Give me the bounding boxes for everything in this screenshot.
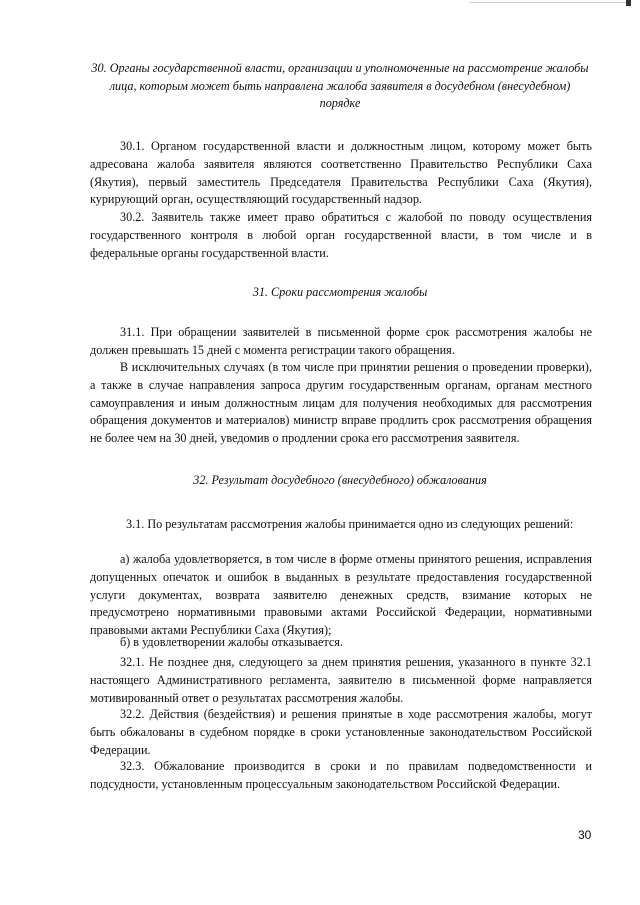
paragraph-30-1: 30.1. Органом государственной власти и должностным лицом, которому может быть адресована жалоба заявителя являются соответственно Правительство Республики Саха (Якутия), первый заместитель Председателя Правительства Республики Саха (Якутия), курирующий орган, осуществляющий государственный надзор. — [90, 139, 592, 207]
section-30-heading: 30. Органы государственной власти, организации и уполномоченные на рассмотрение жалобы лица, которым может быть направлена жалоба заявителя в досудебном (внесудебном) порядке — [91, 61, 589, 110]
section-32-heading: 32. Результат досудебного (внесудебного) обжалования — [193, 473, 487, 487]
scan-mark — [626, 0, 631, 6]
paragraph-3-1: 3.1. По результатам рассмотрения жалобы принимается одно из следующих решений: — [126, 517, 574, 531]
page-number: 30 — [578, 828, 592, 842]
paragraph-31-1: 31.1. При обращении заявителей в письменной форме срок рассмотрения жалобы не должен превышать 15 дней с момента регистрации такого обращения. — [90, 325, 592, 357]
paragraph-32-1: 32.1. Не позднее дня, следующего за днем принятия решения, указанного в пункте 32.1 настоящего Административного регламента, заявителю в письменной форме направляется мотивированный ответ о результатах рассмотрения жалобы. — [90, 655, 592, 705]
paragraph-item-b: б) в удовлетворении жалобы отказывается. — [120, 635, 343, 649]
paragraph-32-3: 32.3. Обжалование производится в сроки и по правилам подведомственности и подсудности, установленным процессуальным законодательством Российской Федерации. — [90, 759, 592, 791]
paragraph-32-2: 32.2. Действия (бездействия) и решения принятые в ходе рассмотрения жалобы, могут быть обжалованы в судебном порядке в сроки установленные законодательством Российской Федерации. — [90, 707, 592, 757]
section-31-heading: 31. Сроки рассмотрения жалобы — [252, 285, 428, 299]
paragraph-31-2: В исключительных случаях (в том числе при принятии решения о проведении проверки), а также в случае направления запроса другим государственным органам, органам местного самоуправления и иным должностным лицам для получения необходимых для рассмотрения обращения документов и материалов) министр вправе продлить срок рассмотрения обращения не более чем на 30 дней, уведомив о продлении срока его рассмотрения заявителя. — [90, 360, 592, 446]
paragraph-item-a: а) жалоба удовлетворяется, в том числе в форме отмены принятого решения, исправления допущенных опечаток и ошибок в выданных в результате предоставления государственной услуги документах, возврата заявителю денежных средств, взимание которых не предусмотрено нормативными правовыми актами Российской Федерации, нормативными правовыми актами Республики Саха (Якутия); — [90, 552, 592, 638]
scan-top-line — [470, 2, 630, 3]
paragraph-30-2: 30.2. Заявитель также имеет право обратиться с жалобой по поводу осуществления государственного контроля в любой орган государственной власти, в том числе и в федеральные органы государственной власти. — [90, 210, 592, 260]
